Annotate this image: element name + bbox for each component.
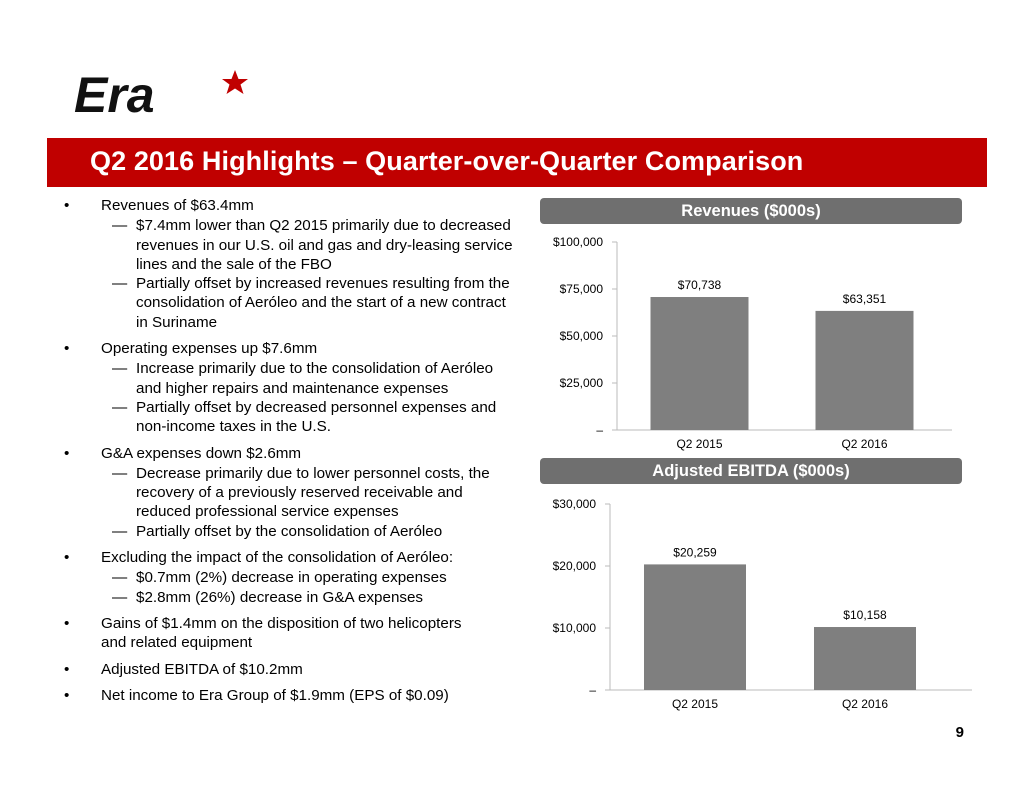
page-number: 9 xyxy=(955,724,964,741)
star-icon xyxy=(222,70,248,94)
bullet-icon: • xyxy=(64,197,70,214)
bullet-text: Excluding the impact of the consolidation of Aeróleo: xyxy=(101,549,454,567)
bullet-icon: • xyxy=(64,549,70,567)
ebitda-chart xyxy=(540,490,980,722)
bullet-text: Adjusted EBITDA of $10.2mm xyxy=(101,660,303,678)
logo-text: Era xyxy=(74,67,155,123)
bar-value-label: $70,738 xyxy=(677,278,722,293)
bar xyxy=(644,564,746,690)
sub-bullet-text: Increase primarily due to the consolidation of Aeróleo and higher repairs and maintenance expenses xyxy=(136,360,494,397)
ebitda-chart-header: Adjusted EBITDA ($000s) xyxy=(540,458,962,484)
highlights-list xyxy=(60,196,530,712)
sub-bullet-item xyxy=(60,522,530,541)
x-tick-label: Q2 2015 xyxy=(676,437,723,451)
bar xyxy=(814,627,916,690)
bullet-text: G&A expenses down $2.6mm xyxy=(101,444,302,462)
bullet-text: Gains of $1.4mm on the disposition of two helicopters and related equipment xyxy=(101,614,462,652)
y-tick-label: $50,000 xyxy=(559,329,603,343)
dash-icon: — xyxy=(112,522,128,540)
sub-bullet-item xyxy=(60,588,530,607)
sub-bullet-text: Partially offset by decreased personnel expenses and non-income taxes in the U.S. xyxy=(136,398,497,436)
sub-bullet-item xyxy=(60,359,530,398)
bullet-text: Net income to Era Group of $1.9mm (EPS of $0.09) xyxy=(101,686,449,704)
bar-value-label: $10,158 xyxy=(843,608,887,623)
bullet-item xyxy=(60,614,530,653)
bullet-item xyxy=(60,686,530,705)
sub-bullet-text: $0.7mm (2%) decrease in operating expenses xyxy=(136,569,447,587)
bullet-item xyxy=(60,548,530,607)
dash-icon: — xyxy=(112,275,128,293)
dash-icon: — xyxy=(112,398,128,416)
sub-bullet-item xyxy=(60,568,530,587)
sub-bullet-text: Partially offset by increased revenues resulting from the consolidation of Aeróleo and the start of a new contract in Suriname xyxy=(136,275,510,331)
y-tick-label: $20,000 xyxy=(552,559,596,573)
dash-icon: — xyxy=(112,588,128,606)
dash-icon: — xyxy=(112,464,128,482)
y-tick-label: $10,000 xyxy=(552,621,596,635)
bullet-icon: • xyxy=(64,614,70,632)
revenues-chart xyxy=(540,228,980,458)
dash-icon: — xyxy=(112,569,128,587)
x-tick-label: Q2 2016 xyxy=(841,437,888,451)
bullet-text: Revenues of $63.4mm xyxy=(101,197,254,214)
bullet-item xyxy=(60,444,530,541)
bullet-item xyxy=(60,196,530,332)
sub-bullet-text: Partially offset by the consolidation of Aeróleo xyxy=(136,522,443,540)
dash-icon: — xyxy=(112,360,128,378)
x-tick-label: Q2 2015 xyxy=(671,697,719,711)
y-tick-label: $75,000 xyxy=(559,282,603,296)
y-tick-label: $100,000 xyxy=(552,235,603,249)
y-tick-label: – xyxy=(596,423,603,437)
bar xyxy=(816,311,914,430)
sub-bullet-item xyxy=(60,398,530,437)
page-title: Q2 2016 Highlights – Quarter-over-Quarter Comparison xyxy=(90,146,804,176)
y-tick-label: $30,000 xyxy=(552,497,596,511)
y-tick-label: $25,000 xyxy=(559,376,603,390)
sub-bullet-text: $7.4mm lower than Q2 2015 primarily due to decreased revenues in our U.S. oil and gas and dry-leasing service lines and the sale of the FBO xyxy=(136,217,513,273)
dash-icon: — xyxy=(112,217,128,235)
bar-value-label: $63,351 xyxy=(842,291,887,306)
x-tick-label: Q2 2016 xyxy=(841,697,889,711)
sub-bullet-item xyxy=(60,464,530,522)
bullet-icon: • xyxy=(64,686,70,704)
y-tick-label: – xyxy=(589,683,596,697)
bullet-icon: • xyxy=(64,340,70,358)
sub-bullet-item xyxy=(60,216,530,274)
sub-bullet-text: Decrease primarily due to lower personnel costs, the recovery of a previously reserved receivable and reduced professional service expenses xyxy=(136,464,490,521)
bullet-item xyxy=(60,339,530,436)
bar xyxy=(651,297,749,430)
bullet-item xyxy=(60,660,530,679)
sub-bullet-item xyxy=(60,274,530,332)
bar-value-label: $20,259 xyxy=(673,545,717,560)
bullet-icon: • xyxy=(64,444,70,462)
bullet-icon: • xyxy=(64,660,70,678)
era-logo xyxy=(70,64,260,126)
revenues-chart-header: Revenues ($000s) xyxy=(540,198,962,224)
sub-bullet-text: $2.8mm (26%) decrease in G&A expenses xyxy=(136,588,424,606)
bullet-text: Operating expenses up $7.6mm xyxy=(101,340,318,358)
